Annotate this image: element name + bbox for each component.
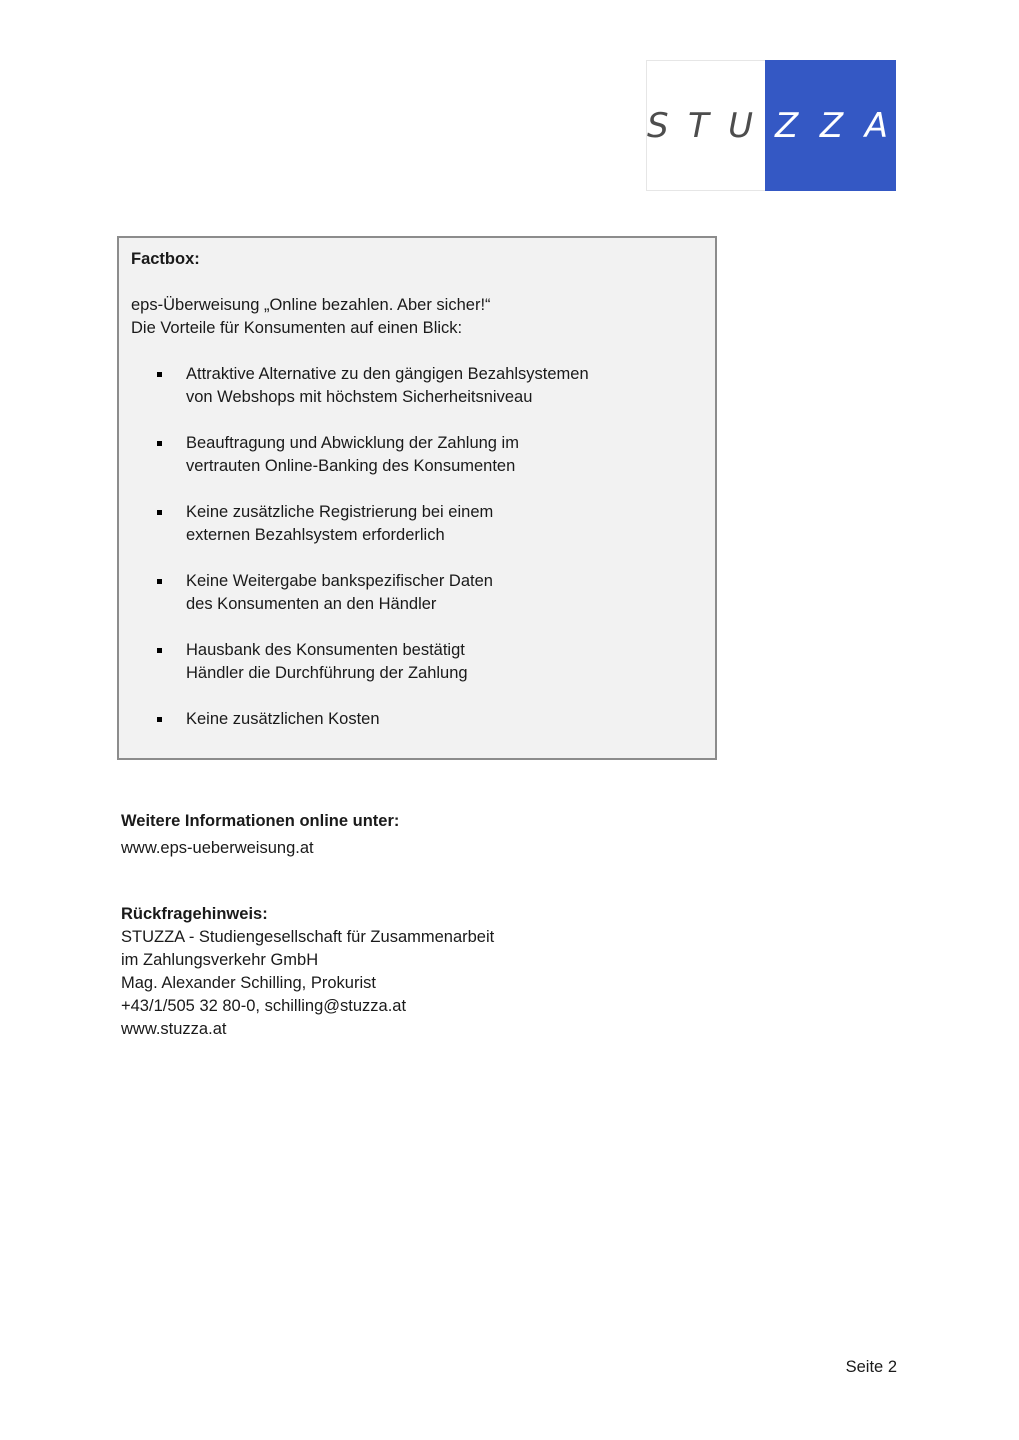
contact-line-company: STUZZA - Studiengesellschaft für Zusammenarbeit (121, 928, 495, 946)
info-heading: Weitere Informationen online unter: (121, 812, 400, 830)
factbox-intro-line2: Die Vorteile für Konsumenten auf einen Blick: (131, 319, 463, 337)
list-item-line1: Keine zusätzliche Registrierung bei einem (186, 503, 494, 521)
contact-line-person: Mag. Alexander Schilling, Prokurist (121, 974, 376, 992)
list-item-line2: Händler die Durchführung der Zahlung (186, 664, 468, 682)
logo-letter-z1: Z (775, 105, 799, 146)
info-section (121, 810, 399, 860)
list-item (131, 708, 626, 731)
list-item-line2: externen Bezahlsystem erforderlich (186, 526, 445, 544)
info-url-link[interactable]: www.eps-ueberweisung.at (121, 839, 314, 857)
bullet-icon (157, 372, 162, 377)
logo-letter-u: U (728, 105, 753, 146)
list-item-line1: Keine Weitergabe bankspezifischer Daten (186, 572, 493, 590)
logo-letter-t: T (687, 105, 709, 146)
logo-letter-a: A (864, 105, 888, 146)
list-item-line2: vertrauten Online-Banking des Konsumenten (186, 457, 516, 475)
logo-letter-s: S (647, 105, 669, 146)
list-item-line1: Attraktive Alternative zu den gängigen Bezahlsystemen (186, 365, 589, 383)
logo-letter-z2: Z (819, 105, 844, 146)
contact-website-link[interactable]: www.stuzza.at (121, 1020, 227, 1038)
stuzza-logo (646, 60, 896, 191)
contact-line-phone-email[interactable]: +43/1/505 32 80-0, schilling@stuzza.at (121, 997, 407, 1015)
factbox-list (131, 363, 703, 731)
factbox (117, 236, 717, 760)
list-item-line1: Keine zusätzlichen Kosten (186, 710, 380, 728)
contact-section (121, 903, 494, 1041)
contact-heading: Rückfragehinweis: (121, 905, 268, 923)
bullet-icon (157, 579, 162, 584)
logo-left-panel (646, 60, 765, 191)
contact-line-company-cont: im Zahlungsverkehr GmbH (121, 951, 319, 969)
factbox-title: Factbox: (131, 250, 200, 268)
list-item-line1: Hausbank des Konsumenten bestätigt (186, 641, 465, 659)
factbox-intro-line1: eps-Überweisung „Online bezahlen. Aber sicher!“ (131, 296, 491, 314)
bullet-icon (157, 441, 162, 446)
list-item (131, 639, 626, 685)
logo-right-panel (765, 60, 896, 191)
page-number: Seite 2 (845, 1358, 897, 1376)
list-item (131, 432, 626, 478)
list-item-line1: Beauftragung und Abwicklung der Zahlung im (186, 434, 519, 452)
list-item (131, 501, 626, 547)
bullet-icon (157, 648, 162, 653)
factbox-intro (131, 294, 703, 340)
list-item-line2: von Webshops mit höchstem Sicherheitsniveau (186, 388, 533, 406)
list-item (131, 570, 626, 616)
bullet-icon (157, 510, 162, 515)
bullet-icon (157, 717, 162, 722)
list-item-line2: des Konsumenten an den Händler (186, 595, 437, 613)
list-item (131, 363, 626, 409)
